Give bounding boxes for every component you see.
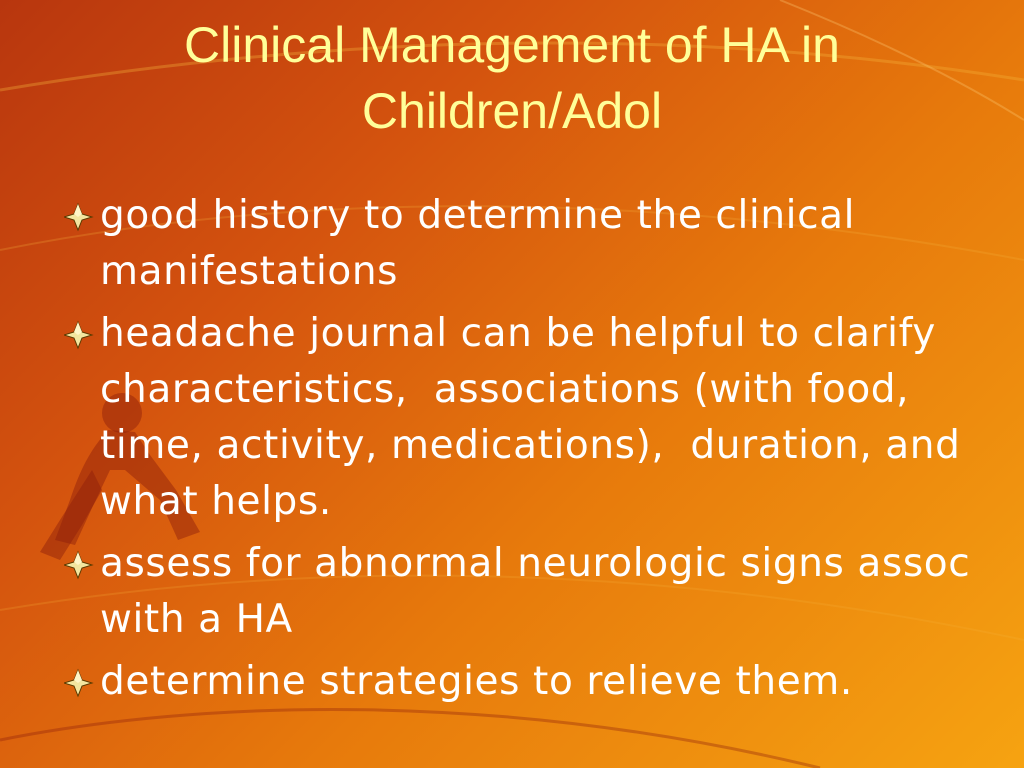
diamond-star-icon bbox=[64, 320, 100, 350]
bullet-item bbox=[64, 536, 1014, 648]
bullet-text: good history to determine the clinical manifestations bbox=[100, 193, 869, 294]
bullet-list bbox=[64, 188, 1014, 716]
bullet-item bbox=[64, 188, 1014, 300]
bullet-text: assess for abnormal neurologic signs assoc with a HA bbox=[100, 541, 984, 642]
title-line-1: Clinical Management of HA in bbox=[184, 17, 840, 73]
diamond-star-icon bbox=[64, 668, 100, 698]
slide-title bbox=[40, 12, 984, 144]
bullet-text: determine strategies to relieve them. bbox=[100, 659, 853, 704]
bullet-text: headache journal can be helpful to clarify characteristics, associations (with food, time, activity, medications), duration, and what helps. bbox=[100, 311, 974, 524]
title-line-2: Children/Adol bbox=[361, 83, 663, 139]
diamond-star-icon bbox=[64, 550, 100, 580]
bullet-item bbox=[64, 306, 1014, 530]
bullet-item bbox=[64, 654, 1014, 710]
diamond-star-icon bbox=[64, 202, 100, 232]
